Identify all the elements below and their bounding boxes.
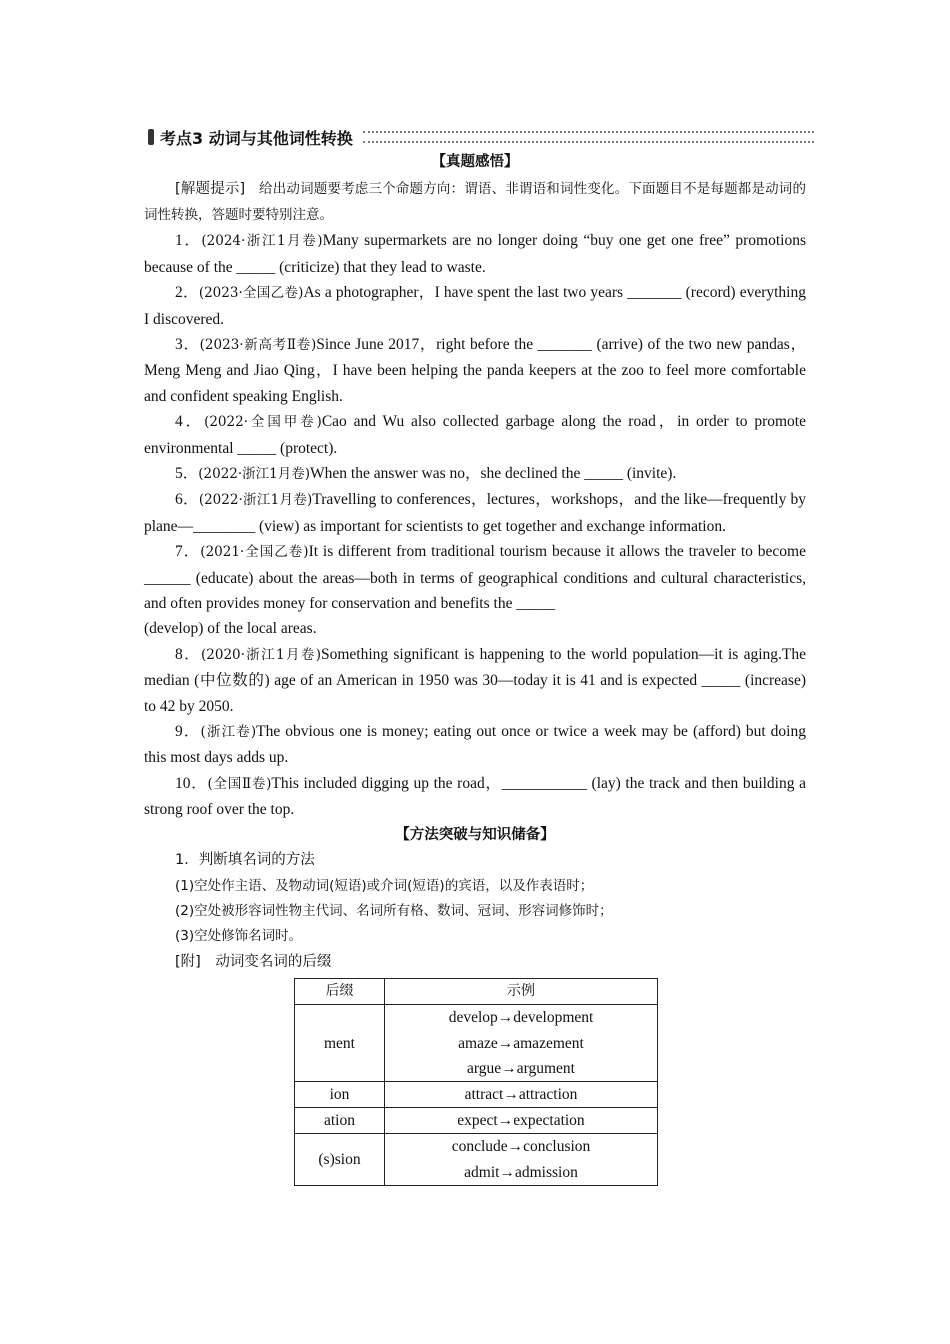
table-row xyxy=(295,1005,658,1082)
example-item: develop→development xyxy=(448,1009,594,1027)
table-row xyxy=(295,1108,658,1134)
hint-label: [解题提示] xyxy=(175,180,246,197)
suffix-cell: ion xyxy=(295,1082,385,1108)
suffix-cell: ation xyxy=(295,1108,385,1134)
question-7: 7．(2021·全国乙卷)It is different from traditional tourism because it allows the traveler to become ______ (educate) about the areas—both in terms of geographical conditions and cultural characteristics, and often provides money for conservation and benefits the _____ xyxy=(144,543,806,612)
method-item-2: (2)空处被形容词性物主代词、名词所有格、数词、冠词、形容词修饰时； xyxy=(175,902,613,919)
question-8: 8．(2020·浙江1月卷)Something significant is happening to the world population—it is aging.The median (中位数的) age of an American in 1950 was 30—today it is 41 and is expected _____ (increase) to 42 by 2050. xyxy=(144,645,806,715)
hint-text: 给出动词题要考虑三个命题方向：谓语、非谓语和词性变化。下面题目不是每题都是动词的词性转换，答题时要特别注意。 xyxy=(144,180,806,223)
examples-cell xyxy=(385,1134,658,1185)
section-title: 考点3 动词与其他词性转换 xyxy=(160,128,353,148)
question-10: 10．(全国Ⅱ卷)This included digging up the road，___________ (lay) the track and then building a strong roof over the top. xyxy=(144,774,806,819)
question-7-continued: (develop) of the local areas. xyxy=(144,620,317,638)
question-1: 1．(2024·浙江1月卷)Many supermarkets are no longer doing “buy one get one free” promotions because of the _____ (criticize) that they lead to waste. xyxy=(144,232,806,276)
example-item: amaze→amazement xyxy=(458,1034,584,1052)
table-row xyxy=(295,1082,658,1108)
method-item-3: (3)空处修饰名词时。 xyxy=(175,928,303,945)
example-item: expect→expectation xyxy=(457,1112,585,1130)
suffix-cell: ment xyxy=(295,1005,385,1082)
question-4: 4．(2022·全国甲卷)Cao and Wu also collected garbage along the road，in order to promote environmental _____ (protect). xyxy=(144,413,806,457)
title-divider xyxy=(363,131,814,143)
examples-cell xyxy=(385,1082,658,1108)
example-item: admit→admission xyxy=(464,1163,578,1181)
example-item: attract→attraction xyxy=(464,1086,578,1103)
table-header-examples: 示例 xyxy=(385,979,658,1005)
heading-real-questions: 【真题感悟】 xyxy=(431,154,519,170)
examples-cell xyxy=(385,1005,658,1082)
document-page xyxy=(144,124,806,1186)
table-row xyxy=(295,1134,658,1185)
section-title-row xyxy=(144,124,806,150)
table-header-suffix: 后缀 xyxy=(295,979,385,1005)
section-marker-icon xyxy=(148,129,154,145)
example-item: argue→argument xyxy=(467,1059,575,1077)
question-9: 9．(浙江卷)The obvious one is money; eating out once or twice a week may be (afford) but doing this most days adds up. xyxy=(144,723,806,767)
example-item: conclude→conclusion xyxy=(451,1138,591,1156)
question-3: 3．(2023·新高考Ⅱ卷)Since June 2017，right before the _______ (arrive) of the two new pandas，Meng Meng and Jiao Qing，I have been helping the panda keepers at the zoo to feel more comfortable and confident speaking English. xyxy=(144,335,806,405)
suffix-table xyxy=(294,978,658,1186)
hint-paragraph xyxy=(144,176,806,229)
question-5: 5．(2022·浙江1月卷)When the answer was no，she declined the _____ (invite). xyxy=(175,464,677,482)
heading-methods: 【方法突破与知识储备】 xyxy=(395,826,555,843)
question-6: 6．(2022·浙江1月卷)Travelling to conferences，lectures，workshops，and the like—frequently by plane—________ (view) as important for scientists to get together and exchange information. xyxy=(144,491,806,535)
method-title: 1．判断填名词的方法 xyxy=(175,852,315,869)
examples-cell xyxy=(385,1108,658,1134)
method-item-1: (1)空处作主语、及物动词(短语)或介词(短语)的宾语，以及作表语时； xyxy=(175,877,594,894)
question-2: 2．(2023·全国乙卷)As a photographer，I have spent the last two years _______ (record) everything I discovered. xyxy=(144,284,806,328)
suffix-cell: (s)sion xyxy=(295,1134,385,1185)
table-header-row xyxy=(295,979,658,1005)
appendix-label: [附] 动词变名词的后缀 xyxy=(175,953,332,970)
